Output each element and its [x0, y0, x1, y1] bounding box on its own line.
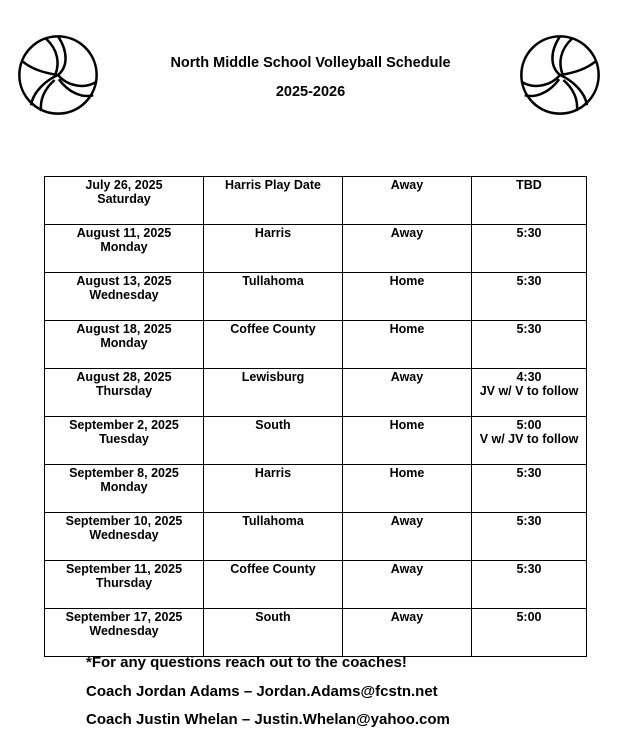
location-cell: Away	[343, 177, 472, 225]
time-cell	[472, 609, 587, 657]
schedule-body	[45, 177, 587, 657]
date-cell	[45, 321, 204, 369]
game-date: September 11, 2025	[65, 562, 183, 576]
location-cell: Away	[343, 609, 472, 657]
footer-note: *For any questions reach out to the coaches!	[86, 654, 407, 671]
game-time-note: JV w/ V to follow	[479, 384, 579, 398]
game-weekday: Thursday	[95, 576, 153, 590]
game-date: September 17, 2025	[65, 610, 183, 624]
opponent-cell: Lewisburg	[204, 369, 343, 417]
time-cell	[472, 369, 587, 417]
location-cell: Home	[343, 465, 472, 513]
location-cell: Away	[343, 513, 472, 561]
game-date: September 10, 2025	[65, 514, 183, 528]
game-date: September 8, 2025	[69, 466, 179, 480]
table-row	[45, 561, 587, 609]
game-weekday: Monday	[100, 336, 148, 350]
game-weekday: Wednesday	[89, 528, 159, 542]
schedule-table	[44, 176, 587, 657]
opponent-cell: Harris	[204, 465, 343, 513]
opponent-cell: South	[204, 609, 343, 657]
date-cell	[45, 417, 204, 465]
game-weekday: Saturday	[97, 192, 151, 206]
date-cell	[45, 369, 204, 417]
game-weekday: Monday	[100, 240, 148, 254]
game-date: August 18, 2025	[76, 322, 172, 336]
table-row	[45, 273, 587, 321]
game-time: TBD	[516, 178, 542, 192]
location-cell: Away	[343, 561, 472, 609]
date-cell	[45, 273, 204, 321]
location-cell: Home	[343, 321, 472, 369]
game-time: 5:00	[516, 418, 542, 432]
table-row	[45, 225, 587, 273]
date-cell	[45, 609, 204, 657]
location-cell: Home	[343, 273, 472, 321]
opponent-cell: Harris	[204, 225, 343, 273]
time-cell	[472, 225, 587, 273]
coach-contact-1: Coach Jordan Adams – Jordan.Adams@fcstn.net	[86, 683, 438, 700]
opponent-cell: Tullahoma	[204, 273, 343, 321]
time-cell	[472, 513, 587, 561]
game-time: 5:30	[516, 466, 542, 480]
opponent-cell: Harris Play Date	[204, 177, 343, 225]
game-weekday: Tuesday	[99, 432, 149, 446]
game-date: August 13, 2025	[76, 274, 172, 288]
time-cell	[472, 177, 587, 225]
date-cell	[45, 513, 204, 561]
game-weekday: Monday	[100, 480, 148, 494]
time-cell	[472, 321, 587, 369]
table-row	[45, 369, 587, 417]
game-date: July 26, 2025	[85, 178, 163, 192]
game-time: 5:00	[516, 610, 542, 624]
game-time: 5:30	[516, 514, 542, 528]
date-cell	[45, 225, 204, 273]
time-cell	[472, 417, 587, 465]
table-row	[45, 177, 587, 225]
page-title: North Middle School Volleyball Schedule	[170, 55, 451, 71]
volleyball-icon	[518, 33, 602, 117]
game-time: 5:30	[516, 322, 542, 336]
opponent-cell: Coffee County	[204, 321, 343, 369]
date-cell	[45, 465, 204, 513]
volleyball-icon	[16, 33, 100, 117]
game-time: 5:30	[516, 274, 542, 288]
table-row	[45, 465, 587, 513]
time-cell	[472, 465, 587, 513]
season-label: 2025-2026	[275, 84, 346, 100]
table-row	[45, 417, 587, 465]
opponent-cell: Tullahoma	[204, 513, 343, 561]
table-row	[45, 609, 587, 657]
time-cell	[472, 561, 587, 609]
game-date: August 11, 2025	[76, 226, 172, 240]
game-weekday: Wednesday	[89, 288, 159, 302]
time-cell	[472, 273, 587, 321]
game-weekday: Thursday	[95, 384, 153, 398]
game-time-note: V w/ JV to follow	[479, 432, 579, 446]
game-time: 5:30	[516, 226, 542, 240]
game-date: September 2, 2025	[69, 418, 179, 432]
coach-contact-2: Coach Justin Whelan – Justin.Whelan@yahoo.com	[86, 711, 450, 728]
table-row	[45, 513, 587, 561]
opponent-cell: Coffee County	[204, 561, 343, 609]
game-date: August 28, 2025	[76, 370, 172, 384]
game-time: 5:30	[516, 562, 542, 576]
game-time: 4:30	[516, 370, 542, 384]
location-cell: Away	[343, 225, 472, 273]
location-cell: Home	[343, 417, 472, 465]
game-weekday: Wednesday	[89, 624, 159, 638]
date-cell	[45, 561, 204, 609]
table-row	[45, 321, 587, 369]
location-cell: Away	[343, 369, 472, 417]
opponent-cell: South	[204, 417, 343, 465]
date-cell	[45, 177, 204, 225]
